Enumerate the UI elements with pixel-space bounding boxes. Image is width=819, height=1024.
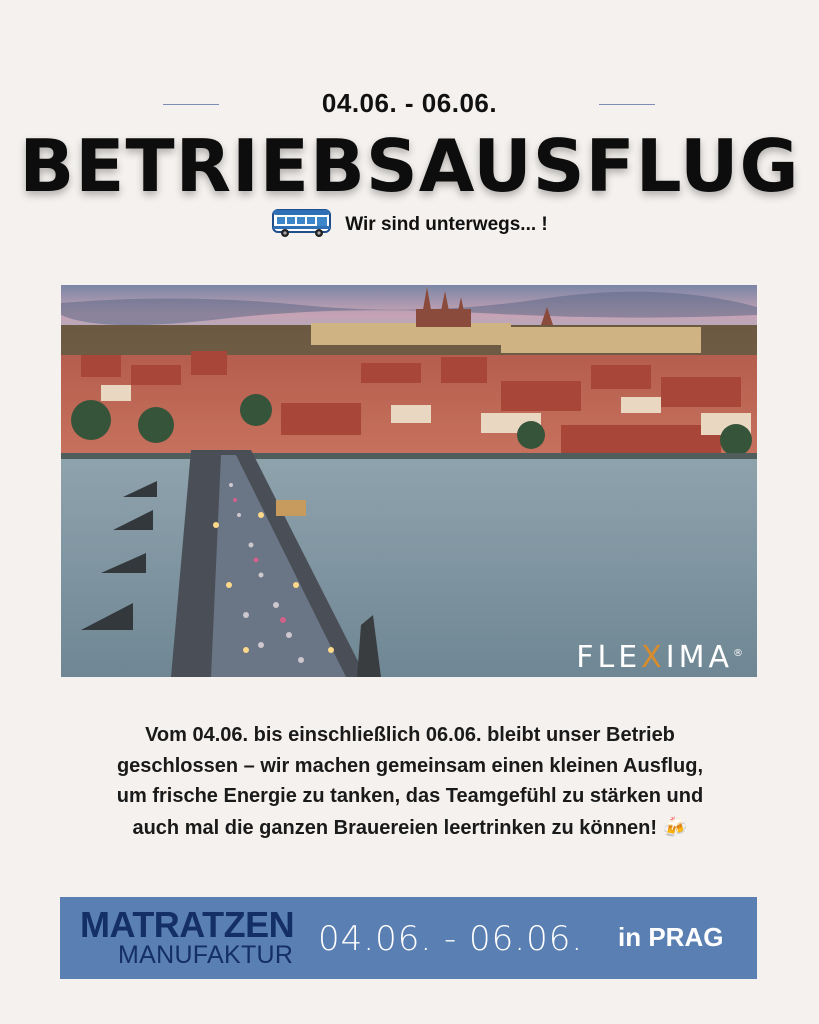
subtitle-row bbox=[0, 206, 819, 244]
top-date-row bbox=[0, 86, 819, 122]
date-range: 04.06. - 06.06. bbox=[321, 88, 498, 118]
fleksima-watermark: FLEXIMA® bbox=[576, 640, 743, 675]
announcement-line: um frische Energie zu tanken, das Teamgefühl zu stärken und bbox=[116, 785, 704, 807]
announcement-text bbox=[60, 720, 760, 843]
prague-photo bbox=[61, 285, 757, 677]
footer-banner bbox=[60, 897, 757, 979]
announcement-line: geschlossen – wir machen gemeinsam einen kleinen Ausflug, bbox=[116, 754, 704, 777]
subtitle-text: Wir sind unterwegs... ! bbox=[345, 214, 548, 235]
banner-date-range: 04.06. - 06.06. bbox=[318, 919, 584, 959]
banner-location: in PRAG bbox=[618, 922, 724, 952]
brand-name-top: MATRATZEN bbox=[80, 904, 295, 945]
beer-mugs-icon: 🍻 bbox=[662, 814, 688, 839]
right-divider bbox=[599, 104, 655, 105]
brand-name-bottom: MANUFAKTUR bbox=[118, 941, 294, 969]
page-title: BETRIEBSAUSFLUG bbox=[19, 124, 800, 208]
announcement-line: auch mal die ganzen Brauereien leertrinken zu können! 🍻 bbox=[132, 814, 688, 839]
bus-icon bbox=[271, 207, 333, 244]
announcement-line: Vom 04.06. bis einschließlich 06.06. bleibt unser Betrieb bbox=[145, 724, 675, 746]
